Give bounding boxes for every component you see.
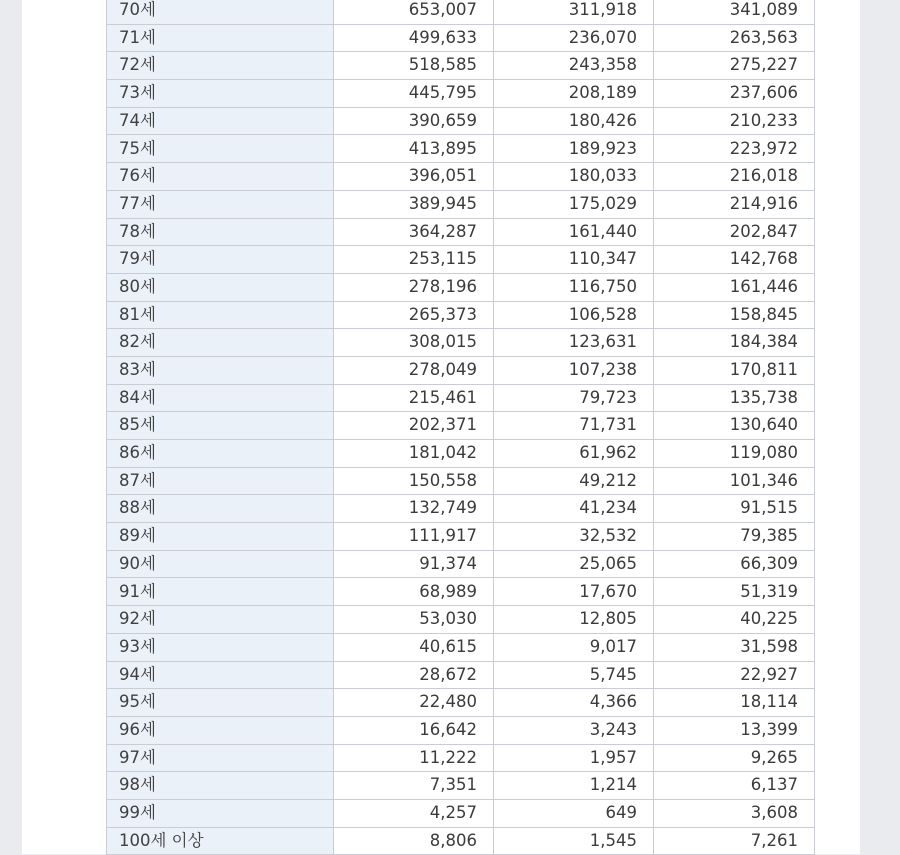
age-cell: 75세 (107, 135, 334, 163)
age-cell: 71세 (107, 24, 334, 52)
female-cell: 161,446 (654, 273, 815, 301)
age-cell: 98세 (107, 772, 334, 800)
table-row (107, 827, 815, 855)
male-cell: 243,358 (494, 52, 654, 80)
age-cell: 91세 (107, 578, 334, 606)
age-cell: 89세 (107, 523, 334, 551)
female-cell: 170,811 (654, 356, 815, 384)
age-cell: 87세 (107, 467, 334, 495)
table-row (107, 799, 815, 827)
male-cell: 49,212 (494, 467, 654, 495)
female-cell: 9,265 (654, 744, 815, 772)
male-cell: 116,750 (494, 273, 654, 301)
female-cell: 101,346 (654, 467, 815, 495)
male-cell: 236,070 (494, 24, 654, 52)
age-cell: 77세 (107, 190, 334, 218)
male-cell: 189,923 (494, 135, 654, 163)
table-row (107, 301, 815, 329)
male-cell: 9,017 (494, 633, 654, 661)
female-cell: 22,927 (654, 661, 815, 689)
total-cell: 215,461 (334, 384, 494, 412)
total-cell: 28,672 (334, 661, 494, 689)
table-row (107, 440, 815, 468)
table-row (107, 273, 815, 301)
female-cell: 18,114 (654, 689, 815, 717)
male-cell: 311,918 (494, 0, 654, 24)
total-cell: 364,287 (334, 218, 494, 246)
female-cell: 216,018 (654, 163, 815, 191)
total-cell: 181,042 (334, 440, 494, 468)
female-cell: 184,384 (654, 329, 815, 357)
age-cell: 100세 이상 (107, 827, 334, 855)
total-cell: 91,374 (334, 550, 494, 578)
female-cell: 263,563 (654, 24, 815, 52)
table-row (107, 329, 815, 357)
table-row (107, 190, 815, 218)
age-cell: 82세 (107, 329, 334, 357)
total-cell: 253,115 (334, 246, 494, 274)
total-cell: 16,642 (334, 716, 494, 744)
total-cell: 4,257 (334, 799, 494, 827)
total-cell: 445,795 (334, 80, 494, 108)
table-row (107, 633, 815, 661)
female-cell: 40,225 (654, 606, 815, 634)
male-cell: 123,631 (494, 329, 654, 357)
age-cell: 76세 (107, 163, 334, 191)
table-row (107, 772, 815, 800)
male-cell: 107,238 (494, 356, 654, 384)
female-cell: 51,319 (654, 578, 815, 606)
male-cell: 17,670 (494, 578, 654, 606)
age-cell: 93세 (107, 633, 334, 661)
table-row (107, 24, 815, 52)
table-row (107, 80, 815, 108)
table-row (107, 744, 815, 772)
population-table-container (106, 0, 814, 855)
table-row (107, 135, 815, 163)
document-page (22, 0, 860, 854)
table-row (107, 550, 815, 578)
male-cell: 71,731 (494, 412, 654, 440)
age-cell: 84세 (107, 384, 334, 412)
table-row (107, 246, 815, 274)
male-cell: 110,347 (494, 246, 654, 274)
age-cell: 78세 (107, 218, 334, 246)
table-row (107, 384, 815, 412)
table-row (107, 467, 815, 495)
total-cell: 396,051 (334, 163, 494, 191)
table-row (107, 52, 815, 80)
male-cell: 161,440 (494, 218, 654, 246)
male-cell: 1,957 (494, 744, 654, 772)
female-cell: 275,227 (654, 52, 815, 80)
total-cell: 7,351 (334, 772, 494, 800)
male-cell: 79,723 (494, 384, 654, 412)
male-cell: 3,243 (494, 716, 654, 744)
age-cell: 95세 (107, 689, 334, 717)
total-cell: 150,558 (334, 467, 494, 495)
female-cell: 31,598 (654, 633, 815, 661)
age-cell: 73세 (107, 80, 334, 108)
female-cell: 3,608 (654, 799, 815, 827)
female-cell: 210,233 (654, 107, 815, 135)
male-cell: 175,029 (494, 190, 654, 218)
female-cell: 223,972 (654, 135, 815, 163)
female-cell: 66,309 (654, 550, 815, 578)
age-cell: 99세 (107, 799, 334, 827)
table-row (107, 356, 815, 384)
male-cell: 41,234 (494, 495, 654, 523)
age-cell: 72세 (107, 52, 334, 80)
table-row (107, 495, 815, 523)
female-cell: 341,089 (654, 0, 815, 24)
total-cell: 308,015 (334, 329, 494, 357)
male-cell: 106,528 (494, 301, 654, 329)
age-cell: 86세 (107, 440, 334, 468)
female-cell: 13,399 (654, 716, 815, 744)
female-cell: 142,768 (654, 246, 815, 274)
total-cell: 40,615 (334, 633, 494, 661)
total-cell: 202,371 (334, 412, 494, 440)
total-cell: 278,049 (334, 356, 494, 384)
female-cell: 91,515 (654, 495, 815, 523)
male-cell: 4,366 (494, 689, 654, 717)
total-cell: 653,007 (334, 0, 494, 24)
male-cell: 208,189 (494, 80, 654, 108)
age-cell: 74세 (107, 107, 334, 135)
table-row (107, 0, 815, 24)
male-cell: 5,745 (494, 661, 654, 689)
age-cell: 70세 (107, 0, 334, 24)
age-cell: 97세 (107, 744, 334, 772)
table-row (107, 606, 815, 634)
total-cell: 53,030 (334, 606, 494, 634)
male-cell: 1,214 (494, 772, 654, 800)
total-cell: 8,806 (334, 827, 494, 855)
female-cell: 135,738 (654, 384, 815, 412)
female-cell: 119,080 (654, 440, 815, 468)
age-cell: 90세 (107, 550, 334, 578)
population-by-age-table (106, 0, 815, 855)
table-row (107, 107, 815, 135)
male-cell: 180,033 (494, 163, 654, 191)
male-cell: 32,532 (494, 523, 654, 551)
total-cell: 390,659 (334, 107, 494, 135)
total-cell: 389,945 (334, 190, 494, 218)
total-cell: 278,196 (334, 273, 494, 301)
total-cell: 265,373 (334, 301, 494, 329)
total-cell: 413,895 (334, 135, 494, 163)
age-cell: 80세 (107, 273, 334, 301)
total-cell: 68,989 (334, 578, 494, 606)
total-cell: 11,222 (334, 744, 494, 772)
age-cell: 94세 (107, 661, 334, 689)
female-cell: 202,847 (654, 218, 815, 246)
table-row (107, 578, 815, 606)
total-cell: 22,480 (334, 689, 494, 717)
age-cell: 85세 (107, 412, 334, 440)
age-cell: 79세 (107, 246, 334, 274)
table-row (107, 661, 815, 689)
table-row (107, 689, 815, 717)
table-body (107, 0, 815, 855)
male-cell: 649 (494, 799, 654, 827)
female-cell: 6,137 (654, 772, 815, 800)
male-cell: 12,805 (494, 606, 654, 634)
male-cell: 180,426 (494, 107, 654, 135)
table-row (107, 163, 815, 191)
age-cell: 88세 (107, 495, 334, 523)
age-cell: 83세 (107, 356, 334, 384)
total-cell: 111,917 (334, 523, 494, 551)
female-cell: 237,606 (654, 80, 815, 108)
male-cell: 61,962 (494, 440, 654, 468)
total-cell: 132,749 (334, 495, 494, 523)
female-cell: 79,385 (654, 523, 815, 551)
male-cell: 1,545 (494, 827, 654, 855)
male-cell: 25,065 (494, 550, 654, 578)
table-row (107, 412, 815, 440)
female-cell: 158,845 (654, 301, 815, 329)
female-cell: 130,640 (654, 412, 815, 440)
table-row (107, 218, 815, 246)
female-cell: 214,916 (654, 190, 815, 218)
table-row (107, 716, 815, 744)
age-cell: 92세 (107, 606, 334, 634)
female-cell: 7,261 (654, 827, 815, 855)
age-cell: 81세 (107, 301, 334, 329)
table-row (107, 523, 815, 551)
total-cell: 518,585 (334, 52, 494, 80)
total-cell: 499,633 (334, 24, 494, 52)
age-cell: 96세 (107, 716, 334, 744)
